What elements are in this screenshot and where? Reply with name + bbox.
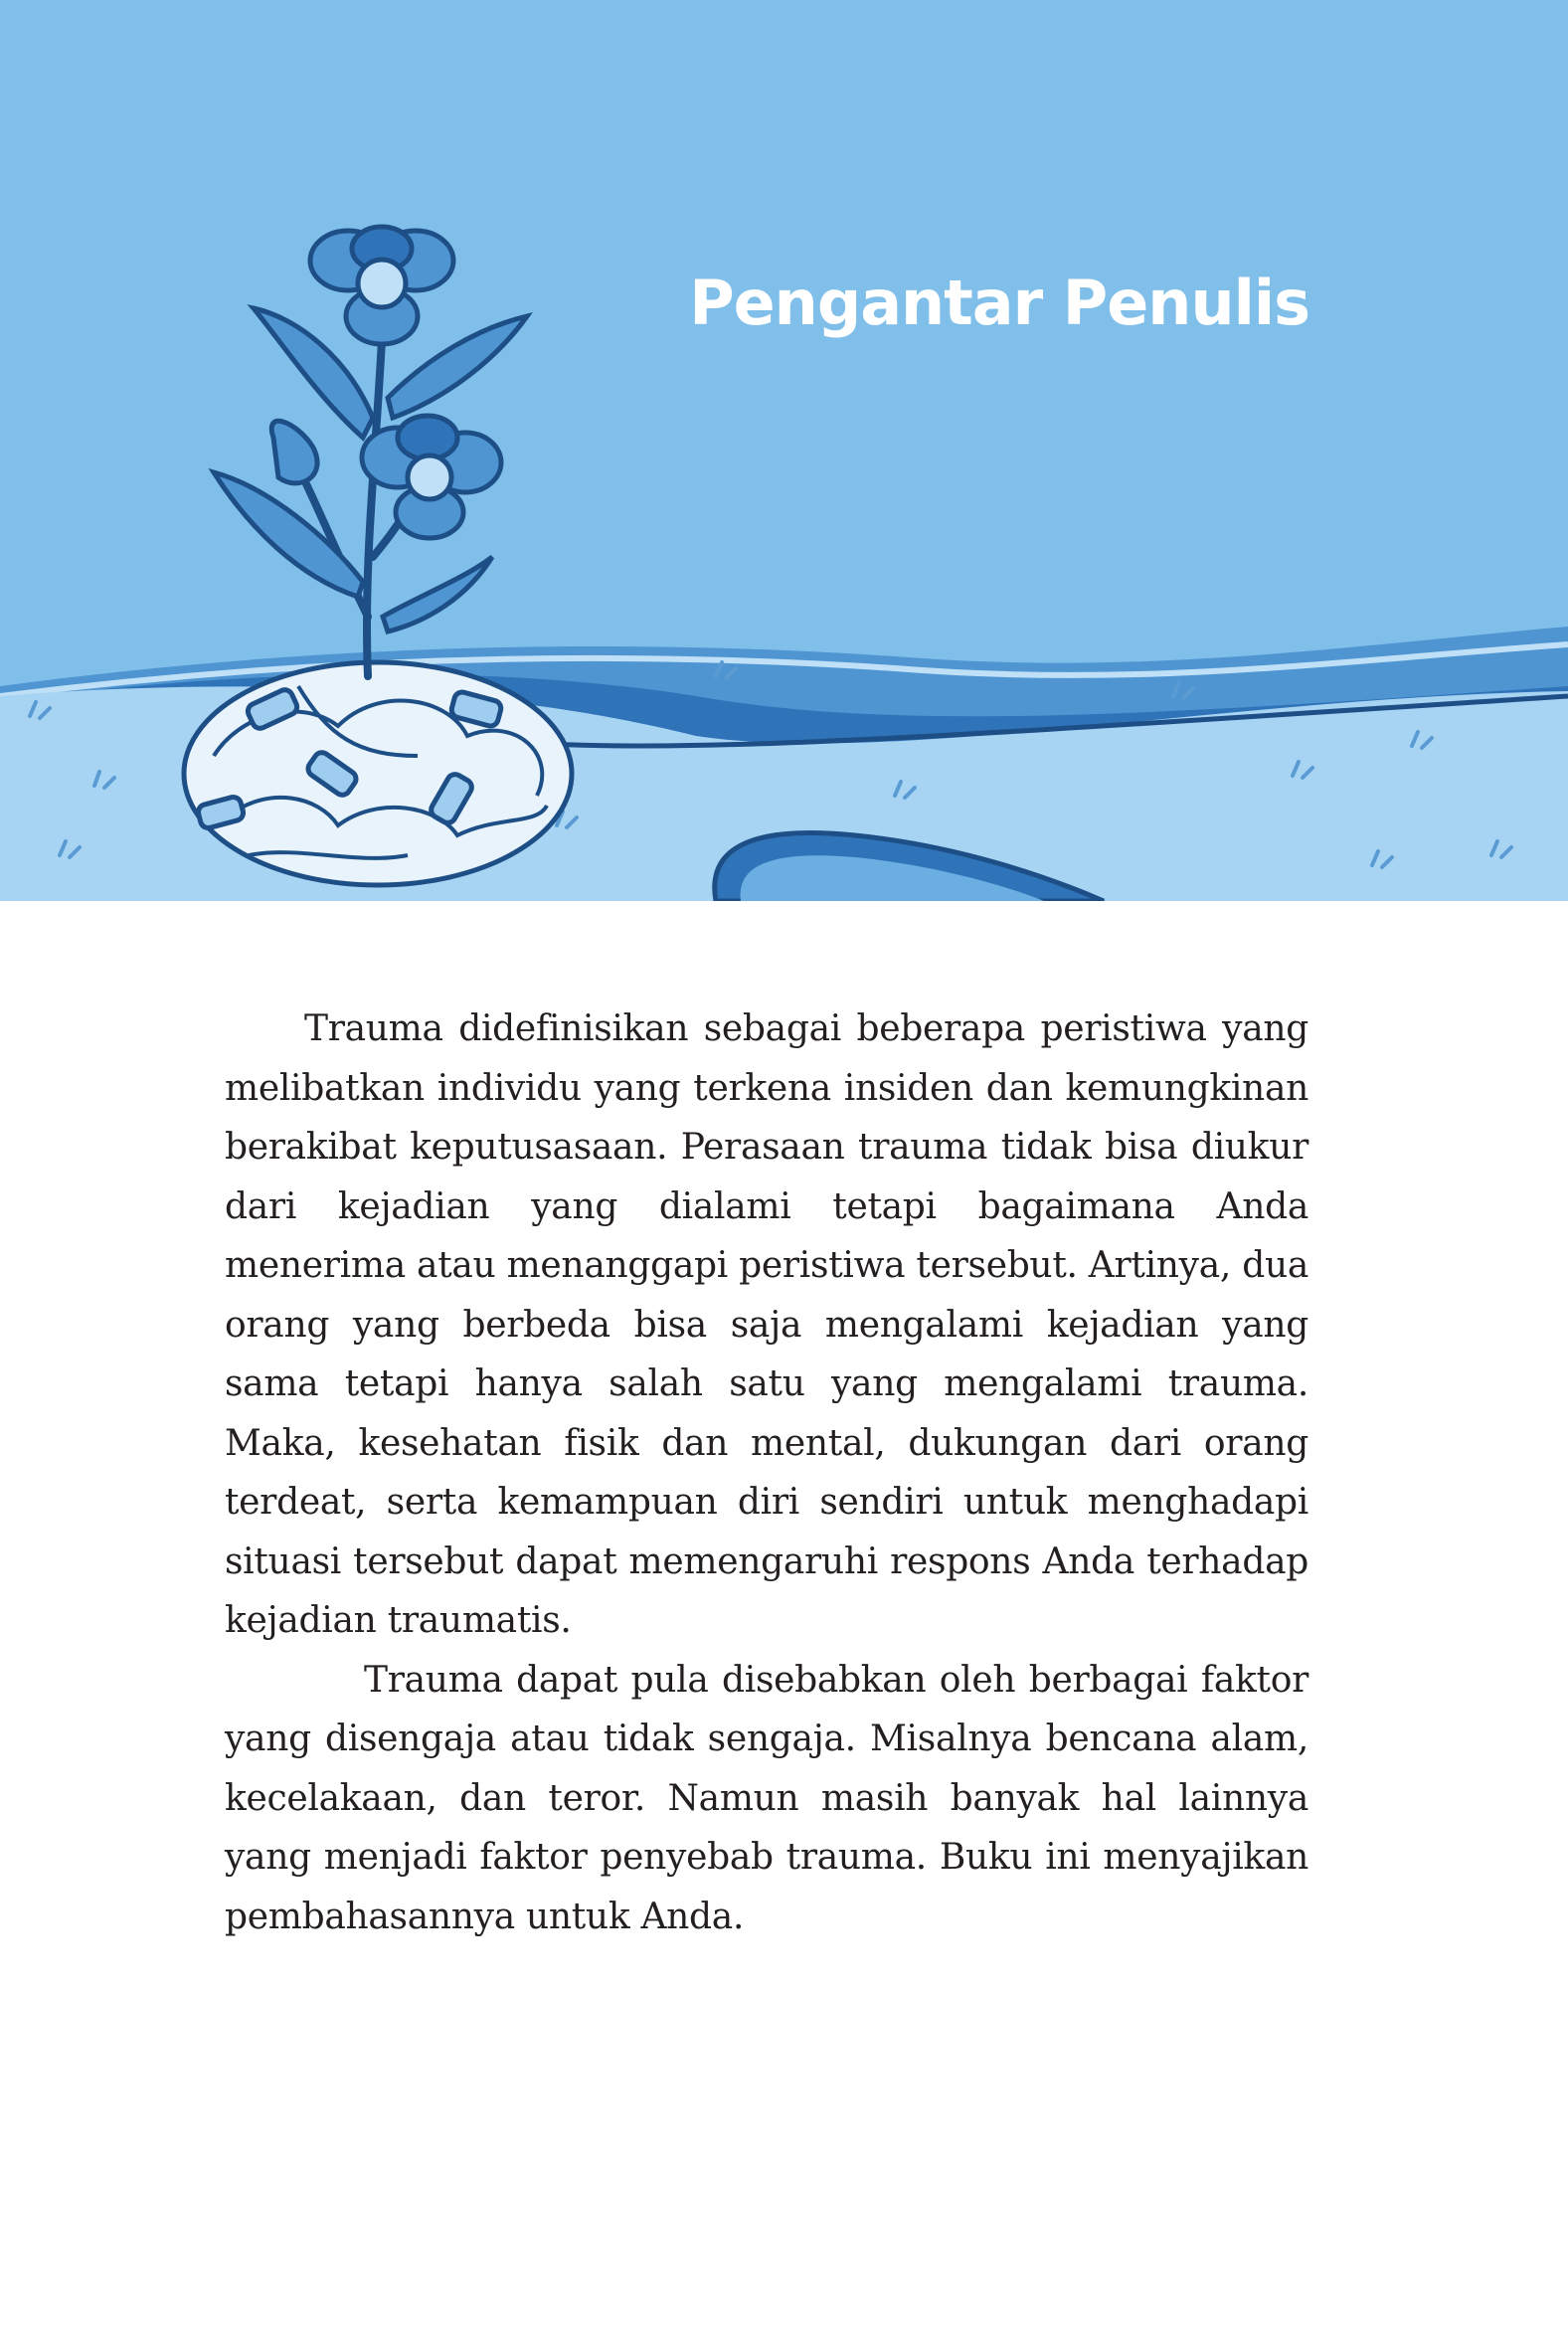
body-text [225,999,1308,1946]
header-illustration [0,0,1568,901]
paragraph-1: Trauma didefinisikan sebagai beberapa peristiwa yang melibatkan individu yang terkena insiden dan kemungkinan berakibat keputusasaan. Perasaan trauma tidak bisa diukur dari kejadian yang dialami tetapi bagaimana Anda menerima atau menanggapi peristiwa tersebut. Artinya, dua orang yang berbeda bisa saja mengalami kejadian yang sama tetapi hanya salah satu yang mengalami trauma. Maka, kesehatan fisik dan mental, dukungan dari orang terdeat, serta kemampuan diri sendiri untuk menghadapi situasi tersebut dapat memengaruhi respons Anda terhadap kejadian traumatis. [225,1008,1308,1641]
landscape-illustration [0,0,1568,901]
paragraph-2: Trauma dapat pula disebabkan oleh berbagai faktor yang disengaja atau tidak sengaja. Misalnya bencana alam, kecelakaan, dan teror. Namun masih banyak hal lainnya yang menjadi faktor penyebab trauma. Buku ini menyajikan pembahasannya untuk Anda. [225,1659,1308,1937]
page-title: Pengantar Penulis [689,267,1309,339]
